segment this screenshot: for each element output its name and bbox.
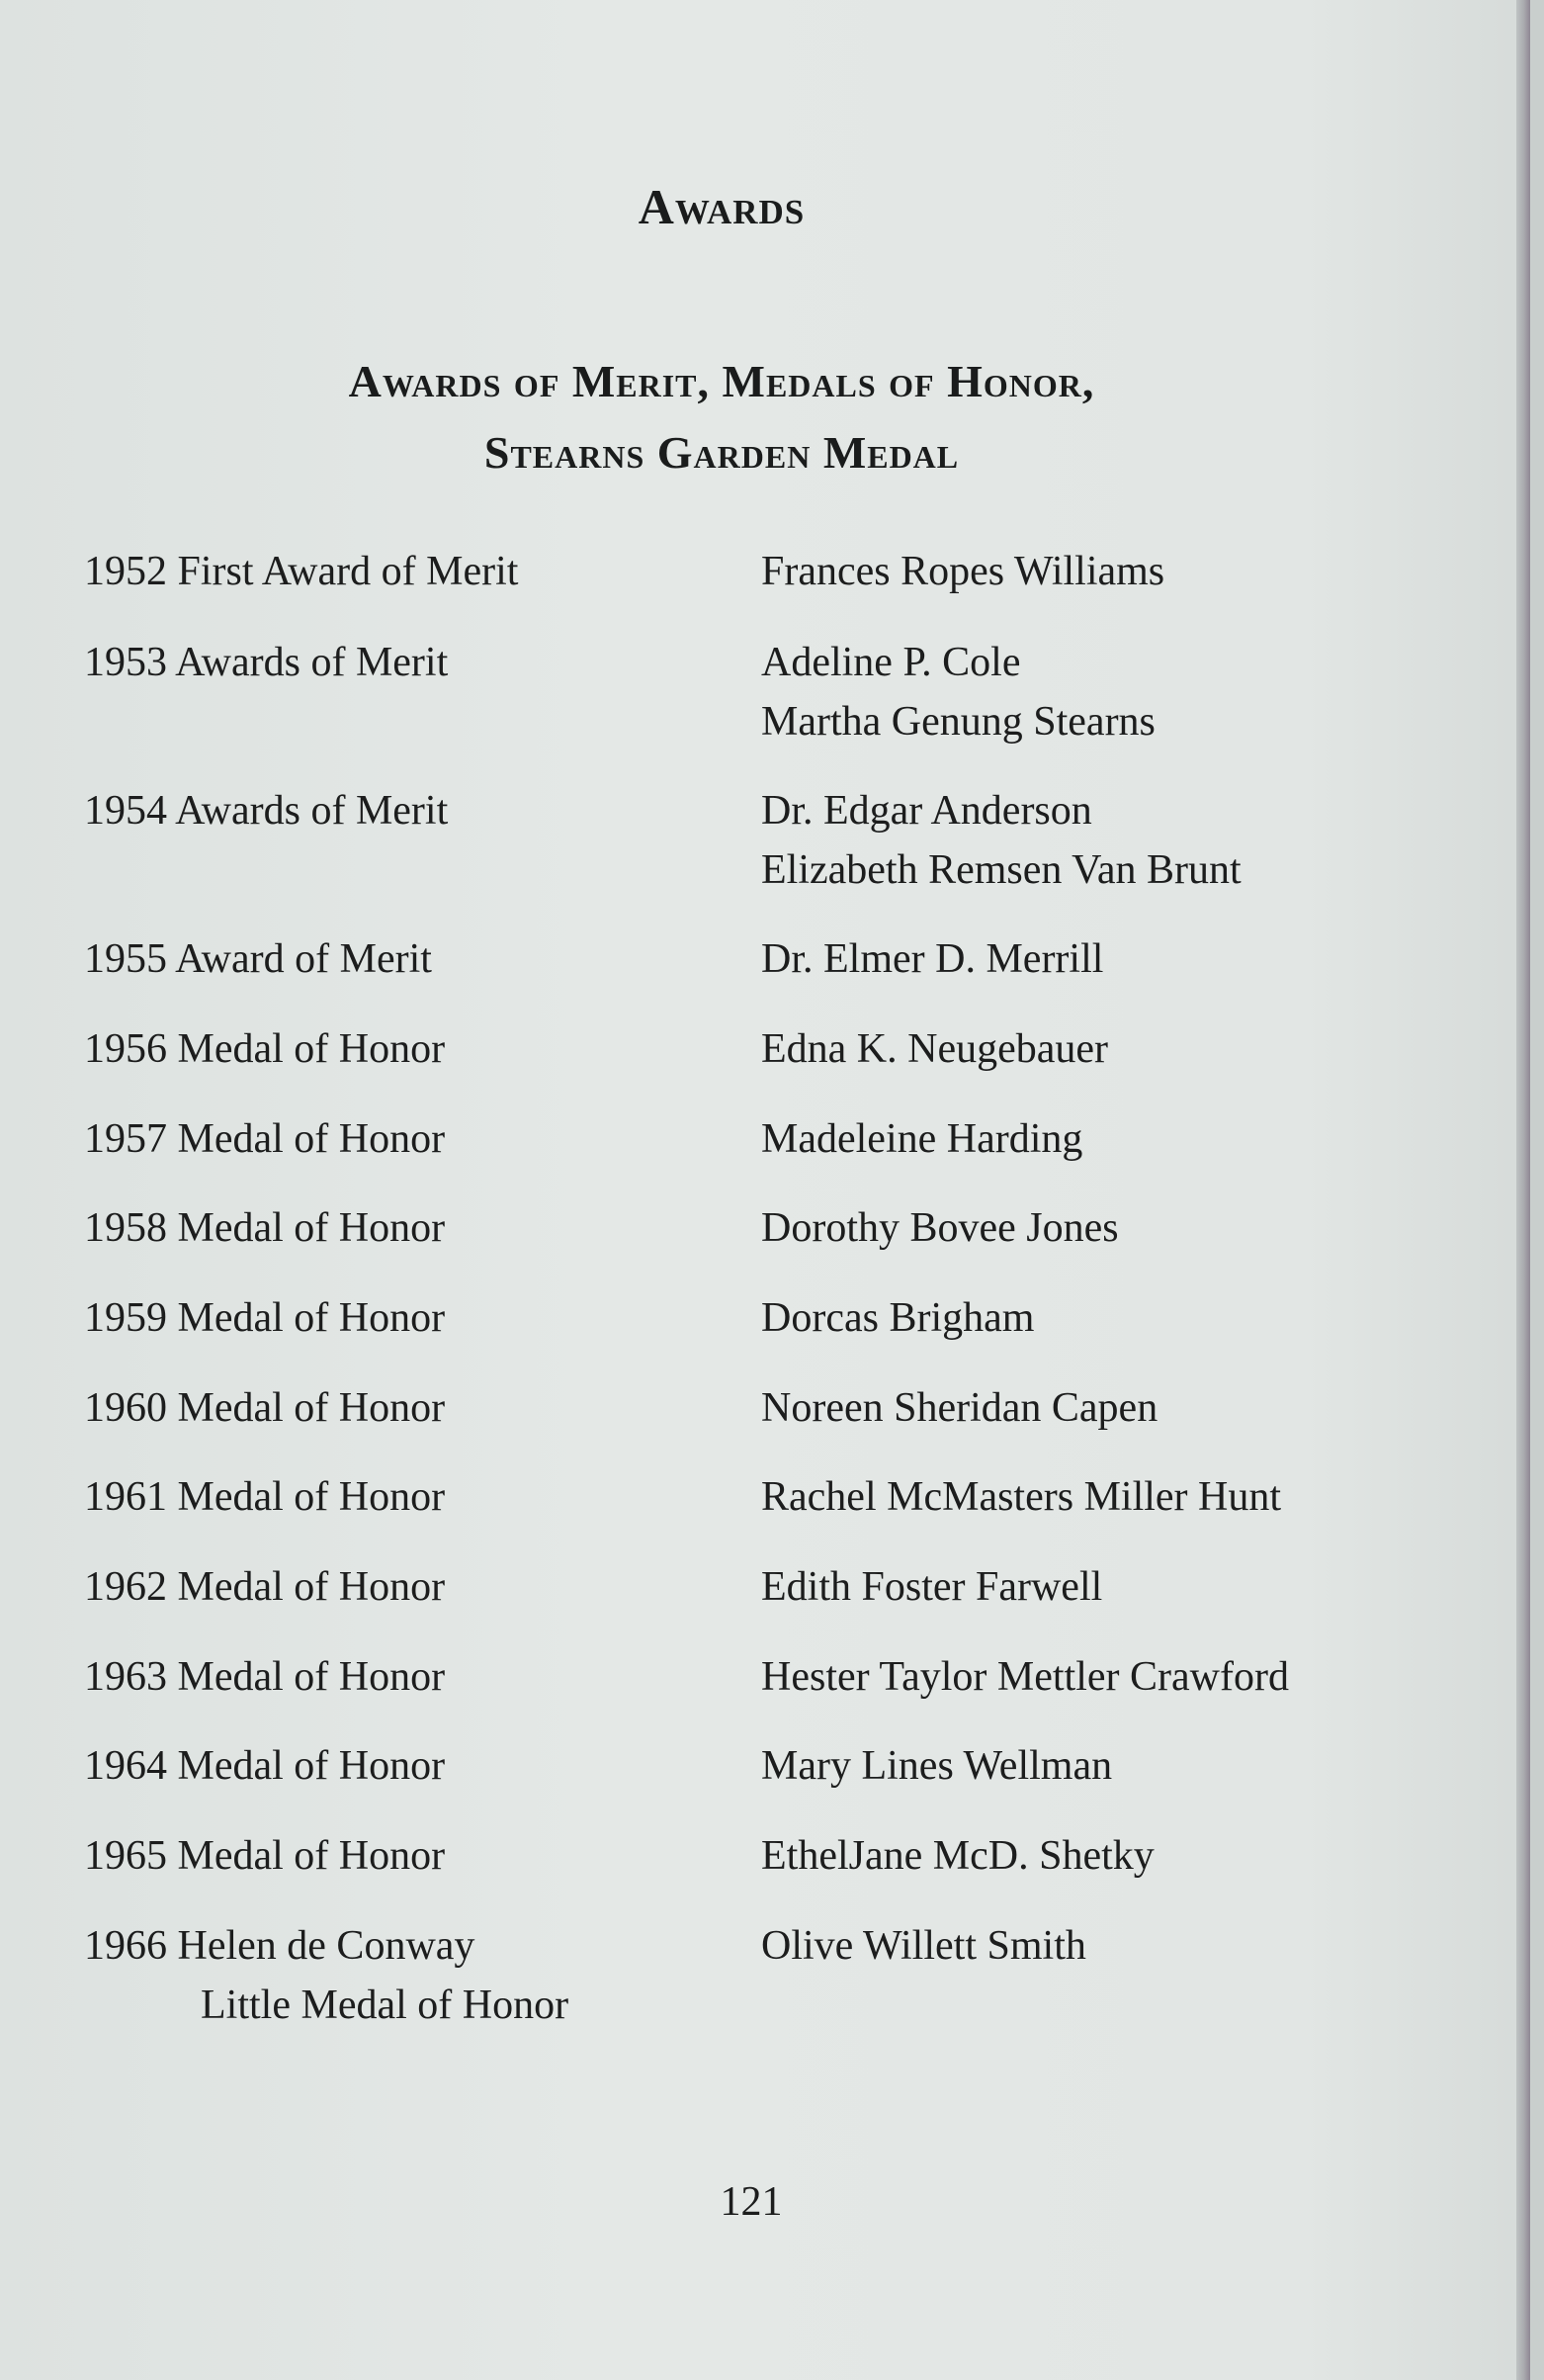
recipient-name: Edna K. Neugebauer [761,1026,1109,1072]
award-label: 1966 Helen de Conway [84,1923,475,1969]
recipient-column [761,1288,1493,1348]
page-title: Awards [638,179,806,234]
section-heading-line-1: Awards of Merit, Medals of Honor, [348,356,1095,406]
award-column [84,633,756,692]
award-label: 1965 Medal of Honor [84,1833,446,1879]
award-label: 1955 Award of Merit [84,936,432,982]
recipient-name: Dr. Edgar Anderson [761,788,1092,834]
recipient-name: Elizabeth Remsen Van Brunt [761,847,1242,893]
award-column [84,1557,756,1617]
recipient-name: Dorcas Brigham [761,1295,1035,1341]
award-label: 1952 First Award of Merit [84,549,519,594]
recipient-column [761,542,1493,601]
recipient-column [761,1916,1493,1976]
award-label: 1954 Awards of Merit [84,788,449,834]
recipient-column [761,929,1493,989]
page-number: 121 [720,2179,783,2225]
recipient-column [761,1019,1493,1079]
recipient-column [761,1736,1493,1796]
award-label: 1956 Medal of Honor [84,1026,446,1072]
award-column [84,929,756,989]
recipient-name: Olive Willett Smith [761,1923,1086,1969]
award-column [84,1019,756,1079]
award-label-continued: Little Medal of Honor [201,1983,569,2028]
recipient-name: Noreen Sheridan Capen [761,1385,1158,1431]
award-label: 1958 Medal of Honor [84,1205,446,1251]
award-label: 1957 Medal of Honor [84,1116,446,1162]
recipient-column [761,1826,1493,1886]
section-heading-line-2: Stearns Garden Medal [483,427,960,478]
recipient-name: Edith Foster Farwell [761,1564,1103,1610]
award-column [84,1736,756,1796]
award-label: 1962 Medal of Honor [84,1564,446,1610]
recipient-column [761,781,1493,900]
recipient-name: Madeleine Harding [761,1116,1083,1162]
award-column [84,1916,756,2035]
recipient-name: EthelJane McD. Shetky [761,1833,1155,1879]
award-column [84,1826,756,1886]
recipient-name: Dorothy Bovee Jones [761,1205,1119,1251]
award-column [84,781,756,840]
recipient-name: Rachel McMasters Miller Hunt [761,1474,1282,1520]
award-column [84,1288,756,1348]
award-label: 1960 Medal of Honor [84,1385,446,1431]
award-label: 1959 Medal of Honor [84,1295,446,1341]
recipient-name: Frances Ropes Williams [761,549,1165,594]
award-label: 1961 Medal of Honor [84,1474,446,1520]
recipient-name: Martha Genung Stearns [761,699,1156,745]
award-label: 1964 Medal of Honor [84,1743,446,1789]
page-edge [1516,0,1530,2380]
recipient-column [761,1557,1493,1617]
recipient-column [761,633,1493,751]
recipient-column [761,1467,1493,1527]
section-heading [0,346,1443,488]
recipient-column [761,1647,1493,1707]
award-column [84,1467,756,1527]
award-label: 1963 Medal of Honor [84,1654,446,1700]
award-column [84,1647,756,1707]
recipient-name: Dr. Elmer D. Merrill [761,936,1104,982]
award-column [84,1378,756,1438]
recipient-column [761,1198,1493,1258]
recipient-name: Mary Lines Wellman [761,1743,1113,1789]
award-column [84,1109,756,1169]
award-label: 1953 Awards of Merit [84,640,449,685]
recipient-name: Adeline P. Cole [761,640,1021,685]
recipient-column [761,1378,1493,1438]
award-column [84,1198,756,1258]
recipient-name: Hester Taylor Mettler Crawford [761,1654,1289,1700]
award-column [84,542,756,601]
recipient-column [761,1109,1493,1169]
